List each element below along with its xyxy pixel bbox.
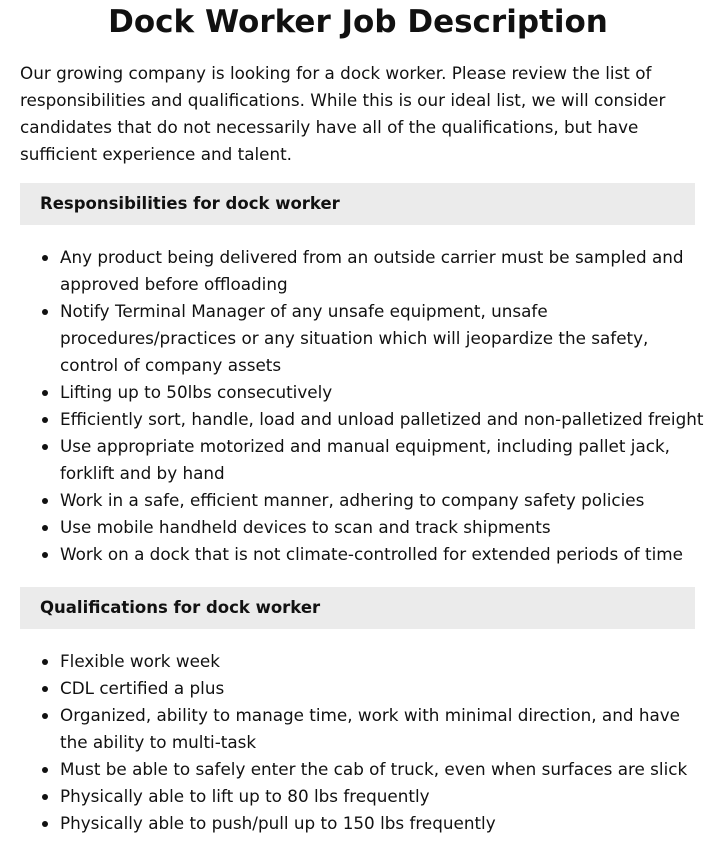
list-item: Work in a safe, efficient manner, adhering to company safety policies [20, 487, 704, 514]
list-item: Use mobile handheld devices to scan and track shipments [20, 514, 704, 541]
responsibilities-list [20, 244, 704, 568]
list-item: Notify Terminal Manager of any unsafe equipment, unsafe procedures/practices or any situation which will jeopardize the safety, control of company assets [20, 298, 704, 379]
qualifications-list [20, 648, 704, 837]
list-item: Lifting up to 50lbs consecutively [20, 379, 704, 406]
list-item: Efficiently sort, handle, load and unload palletized and non-palletized freight [20, 406, 704, 433]
list-item: Organized, ability to manage time, work with minimal direction, and have the ability to multi-task [20, 702, 704, 756]
qualifications-heading: Qualifications for dock worker [20, 587, 695, 629]
list-item: Must be able to safely enter the cab of truck, even when surfaces are slick [20, 756, 704, 783]
list-item: Physically able to push/pull up to 150 lbs frequently [20, 810, 704, 837]
list-item: Work on a dock that is not climate-controlled for extended periods of time [20, 541, 704, 568]
page-title: Dock Worker Job Description [108, 4, 608, 40]
list-item: Physically able to lift up to 80 lbs frequently [20, 783, 704, 810]
list-item: CDL certified a plus [20, 675, 704, 702]
responsibilities-heading: Responsibilities for dock worker [20, 183, 695, 225]
list-item: Use appropriate motorized and manual equipment, including pallet jack, forklift and by hand [20, 433, 704, 487]
list-item: Flexible work week [20, 648, 704, 675]
intro-paragraph: Our growing company is looking for a dock worker. Please review the list of responsibilities and qualifications. While this is our ideal list, we will consider candidates that do not necessarily have all of the qualifications, but have sufficient experience and talent. [20, 63, 666, 164]
list-item: Any product being delivered from an outside carrier must be sampled and approved before offloading [20, 244, 704, 298]
